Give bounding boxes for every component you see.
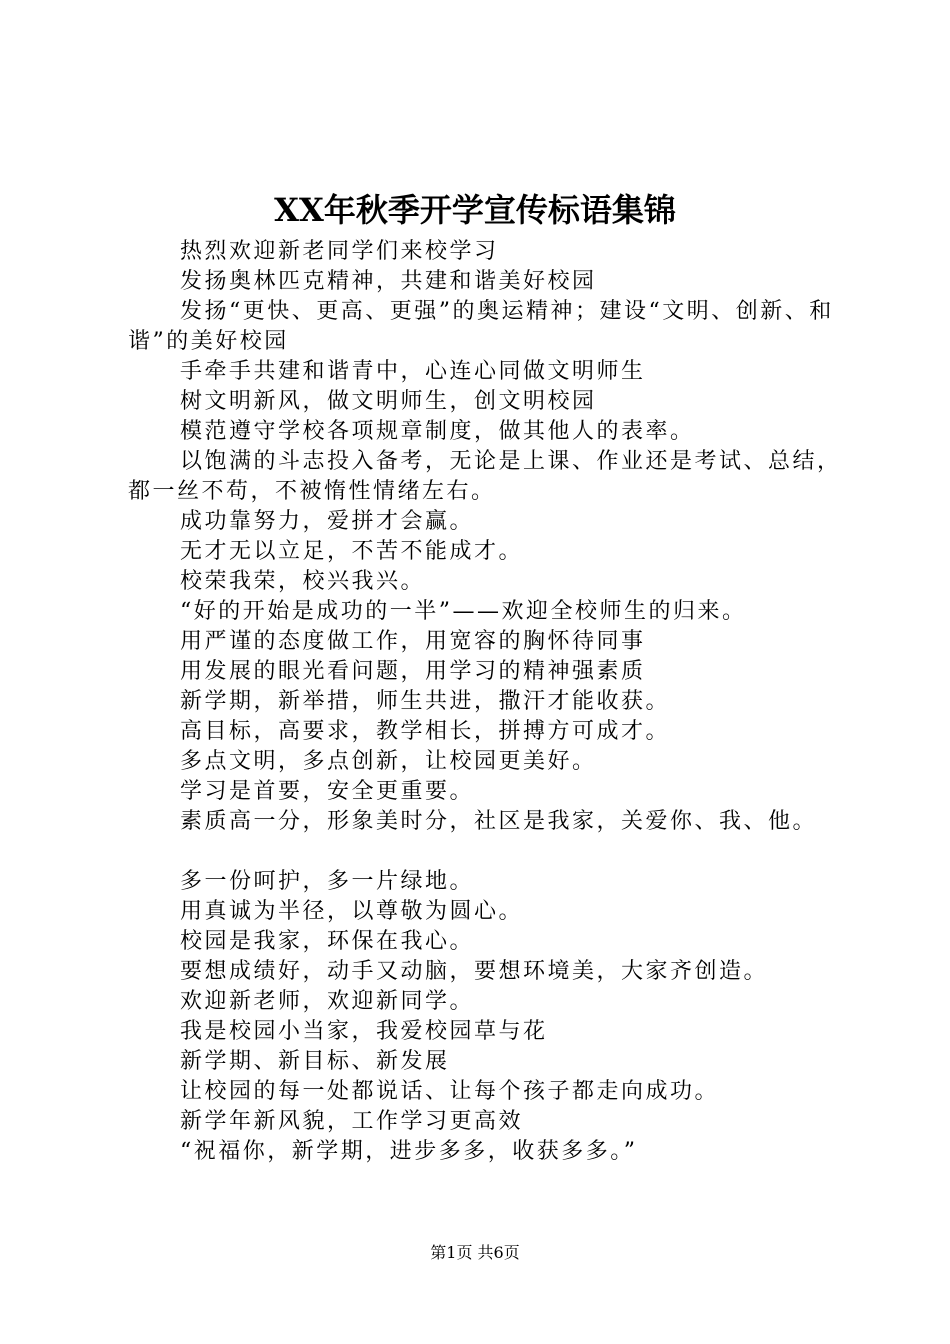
- slogan-paragraph: 新学期、新目标、新发展: [180, 1049, 450, 1074]
- blank-line: [128, 837, 848, 867]
- slogan-paragraph: 多点文明，多点创新，让校园更美好。: [180, 749, 597, 774]
- slogan-paragraph: 发扬“更快、更高、更强”的奥运精神；建设“文明、创新、和谐”的美好校园: [128, 299, 834, 354]
- document-title: XX年秋季开学宣传标语集锦: [274, 191, 676, 229]
- slogan-paragraph: 我是校园小当家，我爱校园草与花: [180, 1019, 548, 1044]
- slogan-paragraph: 校园是我家，环保在我心。: [180, 929, 475, 954]
- slogan-paragraph: 用真诚为半径，以尊敬为圆心。: [180, 899, 524, 924]
- slogan-paragraph: 让校园的每一处都说话、让每个孩子都走向成功。: [180, 1079, 720, 1104]
- slogan-paragraph: 发扬奥林匹克精神，共建和谐美好校园: [180, 269, 597, 294]
- slogan-paragraph: 热烈欢迎新老同学们来校学习: [180, 239, 499, 264]
- slogan-paragraph: 成功靠努力，爱拼才会赢。: [180, 509, 475, 534]
- slogan-paragraph: 欢迎新老师，欢迎新同学。: [180, 989, 475, 1014]
- slogan-paragraph: 校荣我荣，校兴我兴。: [180, 569, 426, 594]
- document-body: [128, 237, 848, 1167]
- slogan-paragraph: 要想成绩好，动手又动脑，要想环境美，大家齐创造。: [180, 959, 769, 984]
- slogan-paragraph: “祝福你，新学期，进步多多，收获多多。”: [180, 1139, 638, 1164]
- slogan-paragraph: 树文明新风，做文明师生，创文明校园: [180, 389, 597, 414]
- slogan-paragraph: 手牵手共建和谐青中，心连心同做文明师生: [180, 359, 646, 384]
- slogan-paragraph: 无才无以立足，不苦不能成才。: [180, 539, 524, 564]
- page-footer: 第1页 共6页: [430, 1243, 520, 1262]
- slogan-paragraph: “好的开始是成功的一半”——欢迎全校师生的归来。: [180, 599, 747, 624]
- slogan-paragraph: 新学年新风貌，工作学习更高效: [180, 1109, 524, 1134]
- slogan-paragraph: 用严谨的态度做工作，用宽容的胸怀待同事: [180, 629, 646, 654]
- slogan-paragraph: 新学期，新举措，师生共进，撒汗才能收获。: [180, 689, 671, 714]
- slogan-paragraph: 多一份呵护，多一片绿地。: [180, 869, 475, 894]
- slogan-paragraph: 素质高一分，形象美时分，社区是我家，关爱你、我、他。: [180, 809, 818, 834]
- slogan-paragraph: 以饱满的斗志投入备考，无论是上课、作业还是考试、总结，都一丝不苟，不被惰性情绪左右。: [128, 449, 842, 504]
- slogan-paragraph: 模范遵守学校各项规章制度，做其他人的表率。: [180, 419, 695, 444]
- slogan-paragraph: 学习是首要，安全更重要。: [180, 779, 475, 804]
- slogan-paragraph: 用发展的眼光看问题，用学习的精神强素质: [180, 659, 646, 684]
- slogan-paragraph: 高目标，高要求，教学相长，拼搏方可成才。: [180, 719, 671, 744]
